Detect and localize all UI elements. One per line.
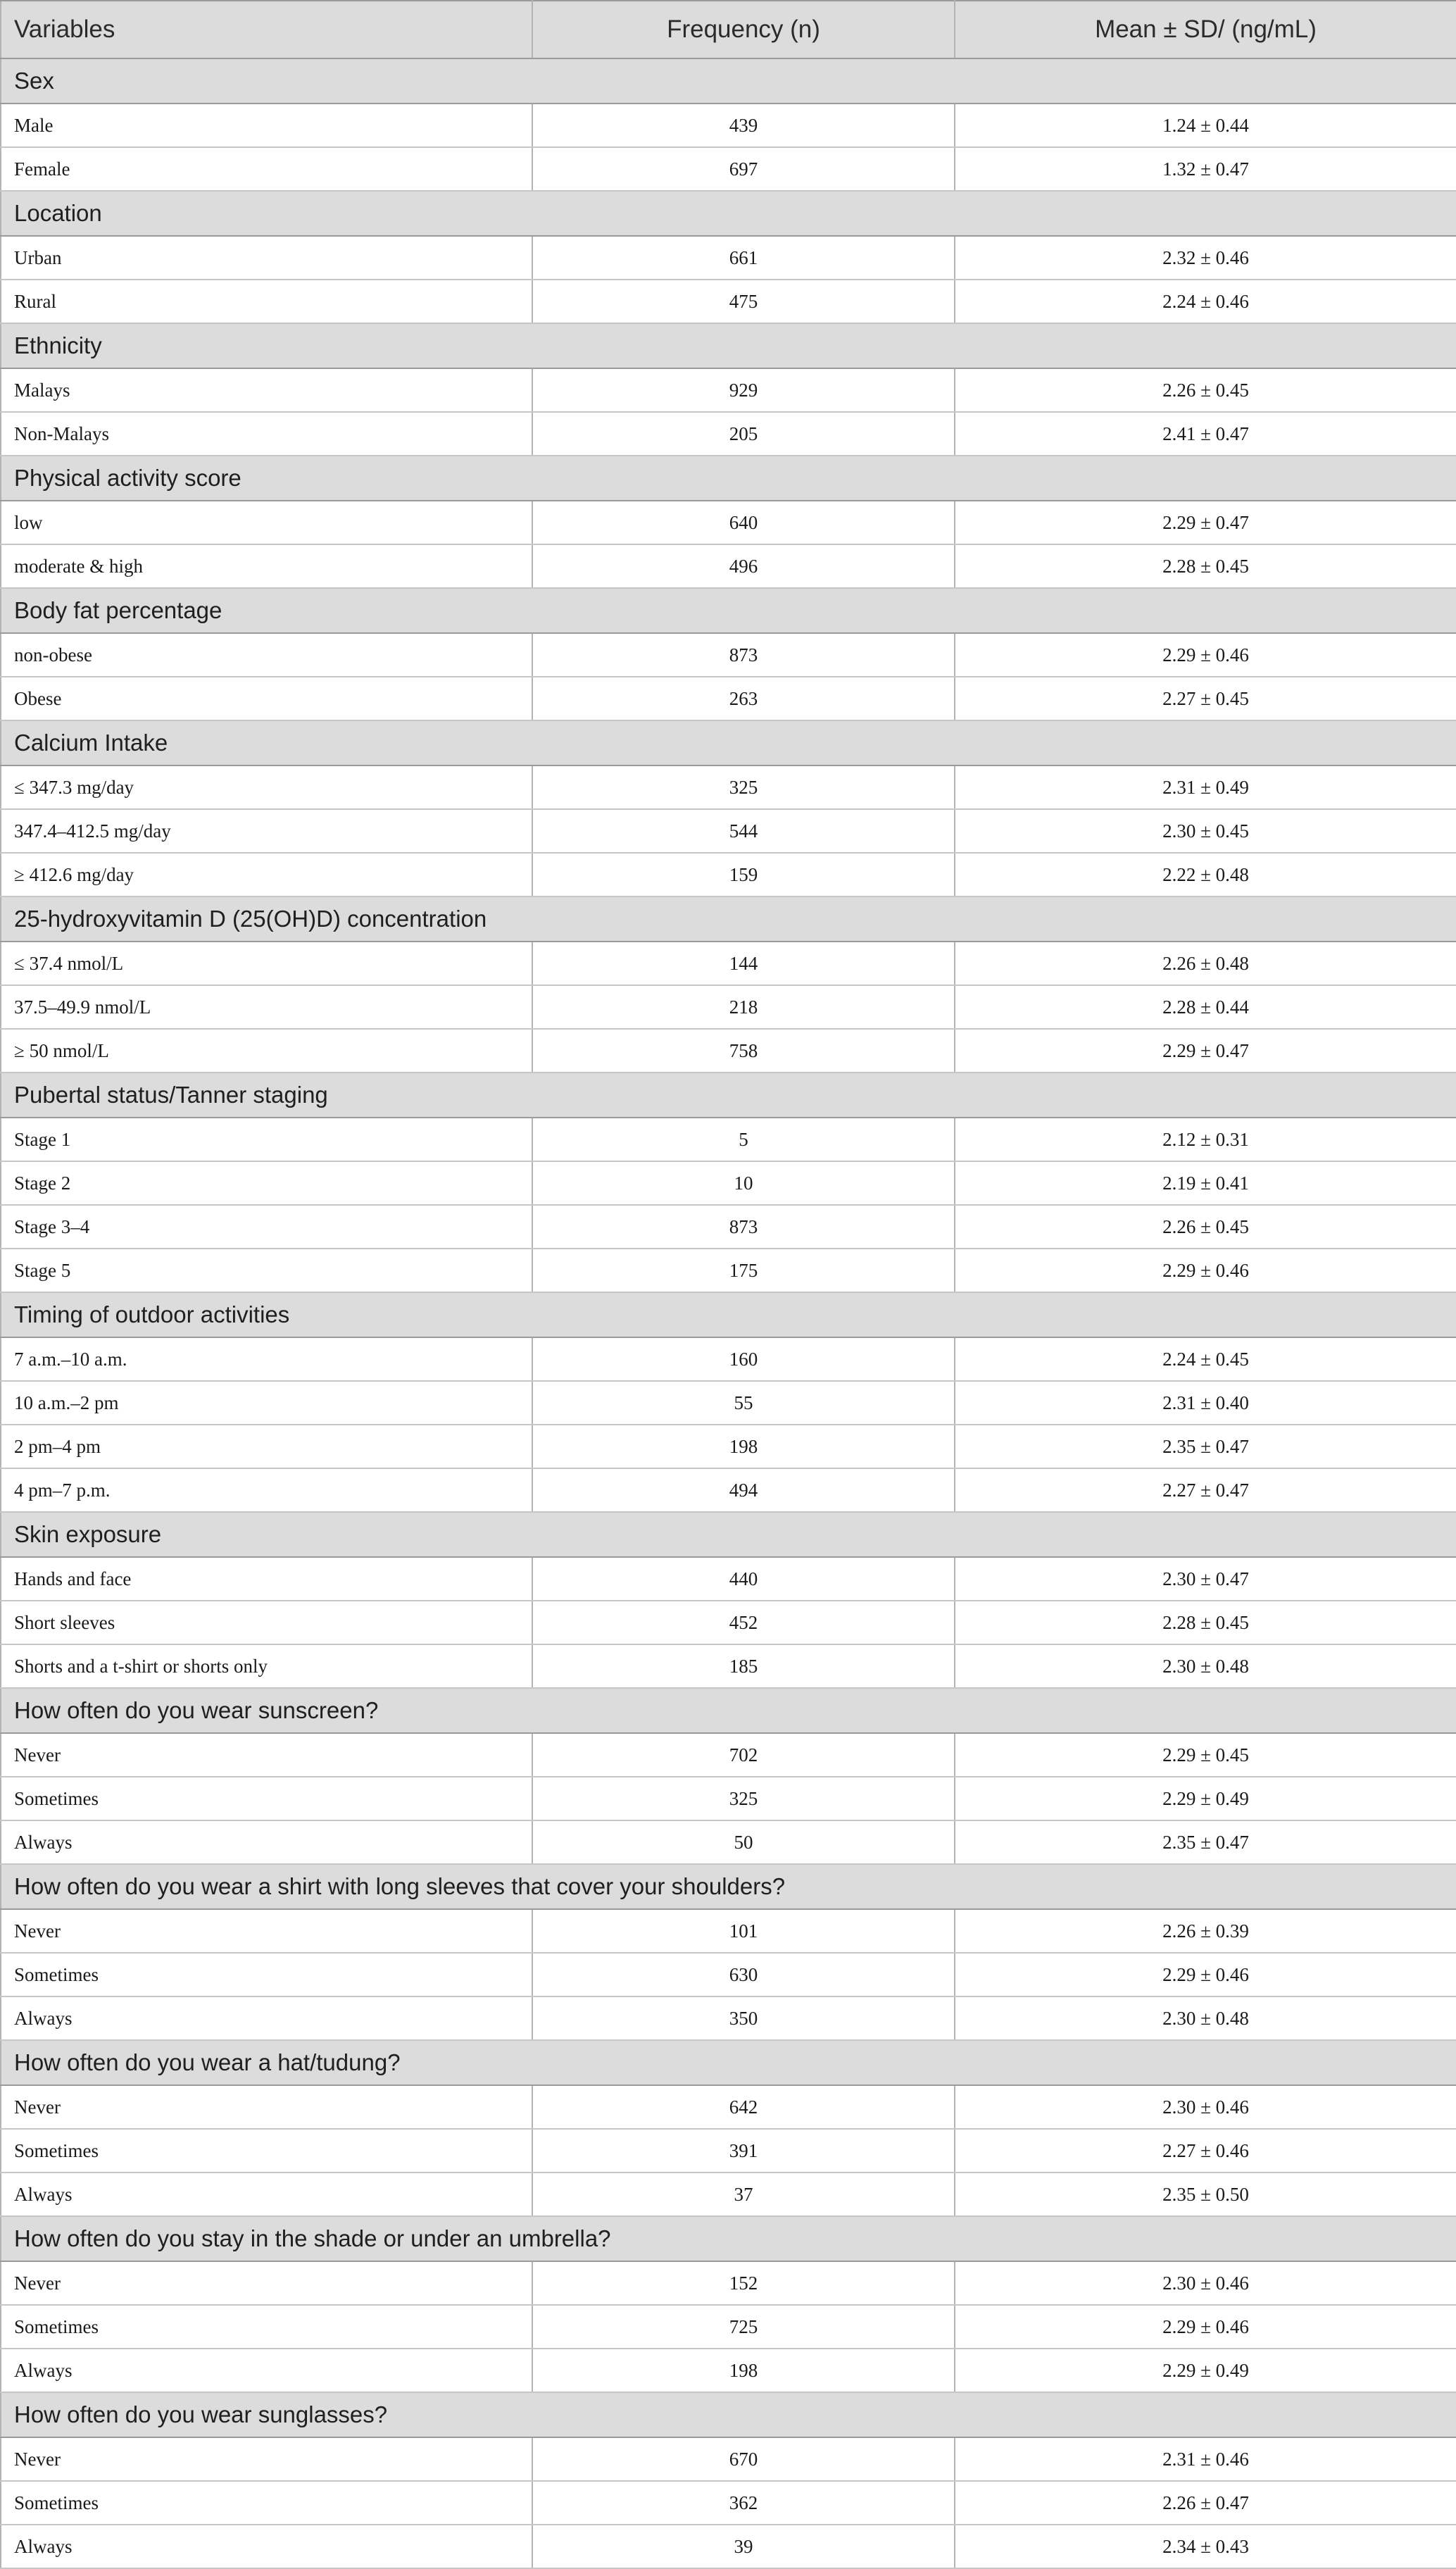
group-header-row (1, 1512, 1456, 1557)
group-header-row (1, 2216, 1456, 2261)
mean-sd-cell: 2.22 ± 0.48 (955, 853, 1456, 896)
table-row (1, 544, 1456, 588)
frequency-cell: 439 (532, 104, 955, 147)
mean-sd-cell: 2.30 ± 0.46 (955, 2261, 1456, 2305)
variable-cell: 7 a.m.–10 a.m. (1, 1337, 532, 1381)
variable-cell: Stage 2 (1, 1161, 532, 1205)
mean-sd-cell: 2.31 ± 0.40 (955, 1381, 1456, 1425)
variable-cell: ≥ 412.6 mg/day (1, 853, 532, 896)
mean-sd-cell: 2.26 ± 0.45 (955, 368, 1456, 412)
table-row (1, 1644, 1456, 1688)
group-header-row (1, 1688, 1456, 1733)
frequency-cell: 758 (532, 1029, 955, 1073)
table-row (1, 1205, 1456, 1249)
mean-sd-cell: 2.26 ± 0.48 (955, 942, 1456, 985)
variable-cell: ≥ 50 nmol/L (1, 1029, 532, 1073)
variable-cell: Shorts and a t-shirt or shorts only (1, 1644, 532, 1688)
table-row (1, 1381, 1456, 1425)
mean-sd-cell: 2.29 ± 0.45 (955, 1733, 1456, 1777)
frequency-cell: 159 (532, 853, 955, 896)
mean-sd-cell: 2.19 ± 0.41 (955, 1161, 1456, 1205)
variable-cell: Malays (1, 368, 532, 412)
table-row (1, 1425, 1456, 1468)
table-row (1, 2085, 1456, 2129)
variable-cell: Never (1, 1909, 532, 1953)
mean-sd-cell: 2.29 ± 0.46 (955, 1953, 1456, 1996)
variable-cell: 10 a.m.–2 pm (1, 1381, 532, 1425)
table-row (1, 1953, 1456, 1996)
frequency-cell: 642 (532, 2085, 955, 2129)
variable-cell: Sometimes (1, 2305, 532, 2349)
table-row (1, 280, 1456, 323)
variable-cell: Male (1, 104, 532, 147)
group-title: How often do you wear a shirt with long sleeves that cover your shoulders? (1, 1864, 1456, 1909)
mean-sd-cell: 2.30 ± 0.48 (955, 1644, 1456, 1688)
frequency-cell: 544 (532, 809, 955, 853)
frequency-cell: 175 (532, 1249, 955, 1292)
table-row (1, 1118, 1456, 1161)
group-title: Physical activity score (1, 456, 1456, 501)
frequency-cell: 325 (532, 765, 955, 809)
frequency-cell: 702 (532, 1733, 955, 1777)
variable-cell: ≤ 347.3 mg/day (1, 765, 532, 809)
mean-sd-cell: 2.12 ± 0.31 (955, 1118, 1456, 1161)
variable-cell: Obese (1, 677, 532, 720)
mean-sd-cell: 2.29 ± 0.47 (955, 1029, 1456, 1073)
variable-cell: 37.5–49.9 nmol/L (1, 985, 532, 1029)
mean-sd-cell: 2.35 ± 0.47 (955, 1820, 1456, 1864)
table-row (1, 412, 1456, 456)
group-header-row (1, 323, 1456, 368)
variable-cell: Stage 5 (1, 1249, 532, 1292)
mean-sd-cell: 1.24 ± 0.44 (955, 104, 1456, 147)
variable-cell: moderate & high (1, 544, 532, 588)
group-title: How often do you wear sunglasses? (1, 2392, 1456, 2437)
frequency-cell: 205 (532, 412, 955, 456)
table-row (1, 1249, 1456, 1292)
frequency-cell: 50 (532, 1820, 955, 1864)
group-title: Timing of outdoor activities (1, 1292, 1456, 1337)
variable-cell: 347.4–412.5 mg/day (1, 809, 532, 853)
mean-sd-cell: 2.24 ± 0.46 (955, 280, 1456, 323)
frequency-cell: 198 (532, 1425, 955, 1468)
table-row (1, 2173, 1456, 2216)
group-title: How often do you stay in the shade or under an umbrella? (1, 2216, 1456, 2261)
variable-cell: non-obese (1, 633, 532, 677)
variable-cell: Rural (1, 280, 532, 323)
table-row (1, 1909, 1456, 1953)
frequency-cell: 725 (532, 2305, 955, 2349)
frequency-cell: 873 (532, 633, 955, 677)
mean-sd-cell: 2.27 ± 0.46 (955, 2129, 1456, 2173)
group-header-row (1, 58, 1456, 104)
table-row (1, 1601, 1456, 1644)
variable-cell: Short sleeves (1, 1601, 532, 1644)
frequency-cell: 452 (532, 1601, 955, 1644)
table-body (1, 58, 1456, 2568)
mean-sd-cell: 2.29 ± 0.46 (955, 2305, 1456, 2349)
variable-cell: Sometimes (1, 1777, 532, 1820)
group-title: Sex (1, 58, 1456, 104)
table-header-row (1, 1, 1456, 58)
table-row (1, 1733, 1456, 1777)
table-row (1, 104, 1456, 147)
group-title: Calcium Intake (1, 720, 1456, 765)
mean-sd-cell: 2.26 ± 0.39 (955, 1909, 1456, 1953)
table-row (1, 1820, 1456, 1864)
variable-cell: Always (1, 2525, 532, 2568)
mean-sd-cell: 2.29 ± 0.46 (955, 1249, 1456, 1292)
frequency-cell: 391 (532, 2129, 955, 2173)
frequency-cell: 39 (532, 2525, 955, 2568)
group-header-row (1, 2392, 1456, 2437)
variable-cell: Never (1, 2437, 532, 2481)
group-header-row (1, 191, 1456, 236)
table-row (1, 765, 1456, 809)
table-row (1, 1029, 1456, 1073)
mean-sd-cell: 2.24 ± 0.45 (955, 1337, 1456, 1381)
table-row (1, 1557, 1456, 1601)
table-row (1, 853, 1456, 896)
header-variables: Variables (1, 1, 532, 58)
frequency-cell: 640 (532, 501, 955, 544)
group-title: Body fat percentage (1, 588, 1456, 633)
group-header-row (1, 1292, 1456, 1337)
frequency-cell: 185 (532, 1644, 955, 1688)
mean-sd-cell: 2.27 ± 0.47 (955, 1468, 1456, 1512)
table-row (1, 236, 1456, 280)
mean-sd-cell: 2.28 ± 0.44 (955, 985, 1456, 1029)
table-row (1, 1337, 1456, 1381)
frequency-cell: 494 (532, 1468, 955, 1512)
variable-cell: Urban (1, 236, 532, 280)
variable-cell: Sometimes (1, 2129, 532, 2173)
table-row (1, 2129, 1456, 2173)
frequency-cell: 55 (532, 1381, 955, 1425)
frequency-cell: 5 (532, 1118, 955, 1161)
table-row (1, 677, 1456, 720)
frequency-cell: 440 (532, 1557, 955, 1601)
mean-sd-cell: 2.27 ± 0.45 (955, 677, 1456, 720)
group-title: How often do you wear sunscreen? (1, 1688, 1456, 1733)
frequency-cell: 630 (532, 1953, 955, 1996)
table-row (1, 985, 1456, 1029)
mean-sd-cell: 2.26 ± 0.45 (955, 1205, 1456, 1249)
table-row (1, 368, 1456, 412)
frequency-cell: 101 (532, 1909, 955, 1953)
table-row (1, 633, 1456, 677)
table-row (1, 1996, 1456, 2040)
table-row (1, 1468, 1456, 1512)
table-row (1, 2481, 1456, 2525)
mean-sd-cell: 2.30 ± 0.45 (955, 809, 1456, 853)
mean-sd-cell: 2.30 ± 0.48 (955, 1996, 1456, 2040)
mean-sd-cell: 2.31 ± 0.46 (955, 2437, 1456, 2481)
table-row (1, 942, 1456, 985)
mean-sd-cell: 2.31 ± 0.49 (955, 765, 1456, 809)
frequency-cell: 325 (532, 1777, 955, 1820)
variable-cell: Never (1, 2085, 532, 2129)
table-row (1, 501, 1456, 544)
variable-cell: ≤ 37.4 nmol/L (1, 942, 532, 985)
variable-cell: 4 pm–7 p.m. (1, 1468, 532, 1512)
frequency-cell: 152 (532, 2261, 955, 2305)
frequency-cell: 661 (532, 236, 955, 280)
mean-sd-cell: 2.32 ± 0.46 (955, 236, 1456, 280)
variable-cell: Always (1, 1820, 532, 1864)
table-row (1, 2437, 1456, 2481)
frequency-cell: 697 (532, 147, 955, 191)
variable-cell: low (1, 501, 532, 544)
table-row (1, 2525, 1456, 2568)
group-title: How often do you wear a hat/tudung? (1, 2040, 1456, 2085)
group-title: Skin exposure (1, 1512, 1456, 1557)
variable-cell: 2 pm–4 pm (1, 1425, 532, 1468)
mean-sd-cell: 2.29 ± 0.47 (955, 501, 1456, 544)
group-header-row (1, 456, 1456, 501)
variable-cell: Always (1, 2349, 532, 2392)
variable-cell: Non-Malays (1, 412, 532, 456)
frequency-cell: 218 (532, 985, 955, 1029)
variable-cell: Stage 1 (1, 1118, 532, 1161)
frequency-cell: 37 (532, 2173, 955, 2216)
variable-cell: Female (1, 147, 532, 191)
mean-sd-cell: 2.29 ± 0.49 (955, 1777, 1456, 1820)
mean-sd-cell: 2.41 ± 0.47 (955, 412, 1456, 456)
mean-sd-cell: 1.32 ± 0.47 (955, 147, 1456, 191)
group-header-row (1, 1073, 1456, 1118)
group-header-row (1, 2040, 1456, 2085)
frequency-cell: 362 (532, 2481, 955, 2525)
variable-cell: Hands and face (1, 1557, 532, 1601)
variable-cell: Never (1, 1733, 532, 1777)
frequency-cell: 10 (532, 1161, 955, 1205)
mean-sd-cell: 2.29 ± 0.46 (955, 633, 1456, 677)
frequency-cell: 144 (532, 942, 955, 985)
frequency-cell: 670 (532, 2437, 955, 2481)
frequency-cell: 475 (532, 280, 955, 323)
frequency-cell: 929 (532, 368, 955, 412)
variable-cell: Sometimes (1, 2481, 532, 2525)
frequency-cell: 496 (532, 544, 955, 588)
group-header-row (1, 588, 1456, 633)
mean-sd-cell: 2.29 ± 0.49 (955, 2349, 1456, 2392)
variable-cell: Always (1, 1996, 532, 2040)
mean-sd-cell: 2.28 ± 0.45 (955, 544, 1456, 588)
group-title: Pubertal status/Tanner staging (1, 1073, 1456, 1118)
frequency-cell: 263 (532, 677, 955, 720)
group-header-row (1, 720, 1456, 765)
variable-cell: Never (1, 2261, 532, 2305)
table-row (1, 2305, 1456, 2349)
group-title: Ethnicity (1, 323, 1456, 368)
table-row (1, 1777, 1456, 1820)
variable-cell: Stage 3–4 (1, 1205, 532, 1249)
group-header-row (1, 1864, 1456, 1909)
frequency-cell: 198 (532, 2349, 955, 2392)
table-row (1, 2349, 1456, 2392)
variable-cell: Always (1, 2173, 532, 2216)
mean-sd-cell: 2.35 ± 0.47 (955, 1425, 1456, 1468)
frequency-cell: 350 (532, 1996, 955, 2040)
table-row (1, 147, 1456, 191)
variable-cell: Sometimes (1, 1953, 532, 1996)
table-row (1, 809, 1456, 853)
frequency-cell: 873 (532, 1205, 955, 1249)
mean-sd-cell: 2.35 ± 0.50 (955, 2173, 1456, 2216)
header-frequency: Frequency (n) (532, 1, 955, 58)
mean-sd-cell: 2.28 ± 0.45 (955, 1601, 1456, 1644)
mean-sd-cell: 2.30 ± 0.47 (955, 1557, 1456, 1601)
header-mean-sd: Mean ± SD/ (ng/mL) (955, 1, 1456, 58)
group-header-row (1, 896, 1456, 942)
group-title: Location (1, 191, 1456, 236)
frequency-cell: 160 (532, 1337, 955, 1381)
mean-sd-cell: 2.30 ± 0.46 (955, 2085, 1456, 2129)
table-row (1, 1161, 1456, 1205)
mean-sd-cell: 2.26 ± 0.47 (955, 2481, 1456, 2525)
table-row (1, 2261, 1456, 2305)
group-title: 25-hydroxyvitamin D (25(OH)D) concentration (1, 896, 1456, 942)
mean-sd-cell: 2.34 ± 0.43 (955, 2525, 1456, 2568)
